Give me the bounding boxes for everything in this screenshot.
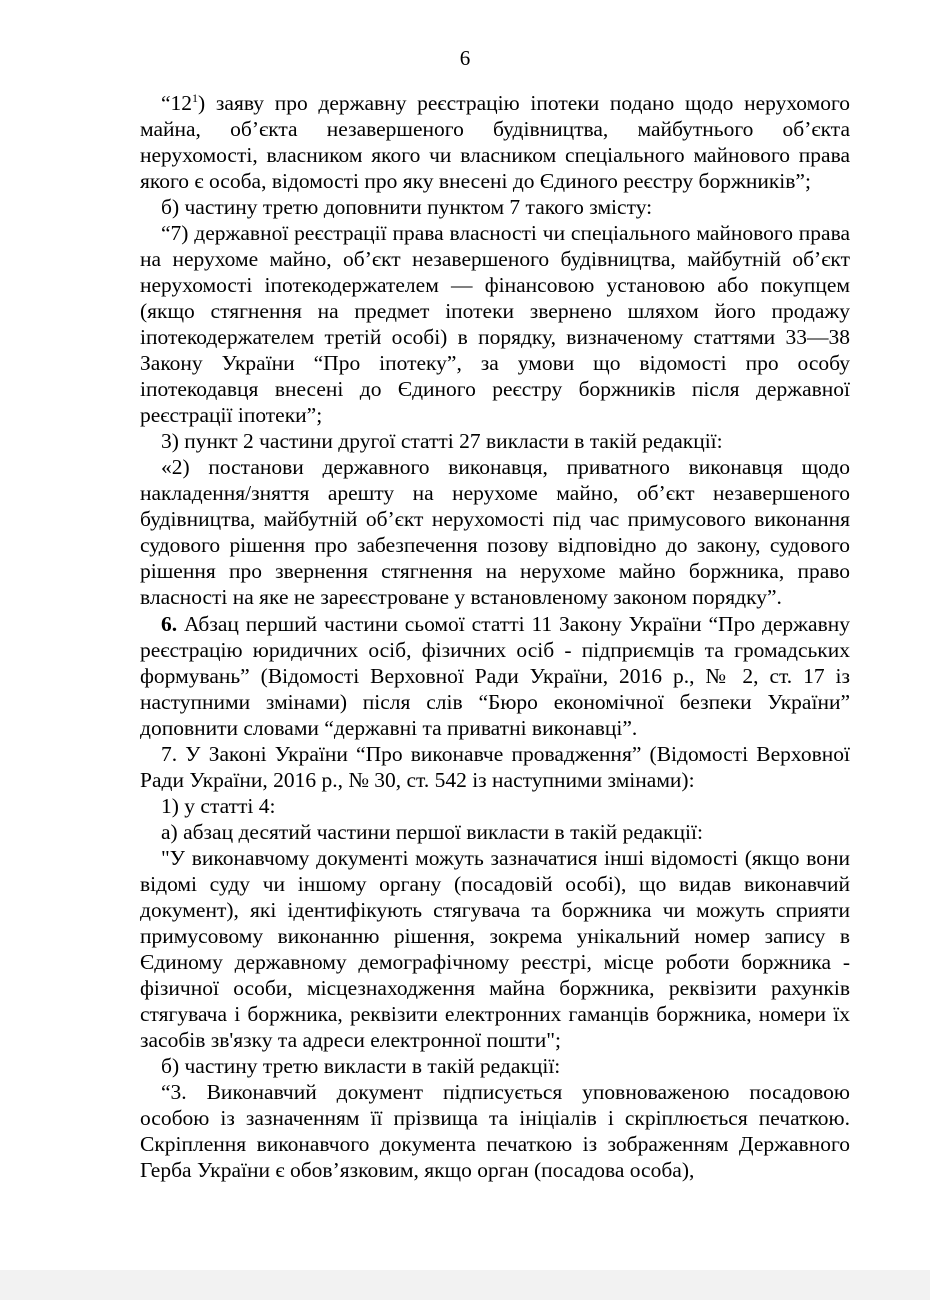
paragraph-point-2-text: «2) постанови державного виконавця, приватного виконавця щодо накладення/зняття арешту на нерухоме майно, об’єкт незавершеного будівництва, майбутній об’єкт нерухомості під час примусового виконання судового рішення про забезпечення позову відповідно до закону, судового рішення про звернення стягнення на нерухоме майно боржника, право власності на яке не зареєстроване у встановленому законом порядку”.: [140, 455, 850, 609]
item-12-prefix: “12: [161, 91, 193, 115]
paragraph-item-12-1: [140, 90, 850, 194]
item-12-text: ) заяву про державну реєстрацію іпотеки подано щодо нерухомого майна, об’єкта незавершеного будівництва, майбутнього об’єкта нерухомості, власником якого чи власником спеціального майнового права якого є особа, відомості про яку внесені до Єдиного реєстру боржників”;: [140, 91, 850, 193]
paragraph-article-4: 1) у статті 4:: [161, 794, 276, 818]
paragraph-subpoint-b-2: б) частину третю викласти в такій редакції:: [161, 1054, 561, 1078]
paragraph-subpoint-b: б) частину третю доповнити пунктом 7 такого змісту:: [161, 195, 653, 219]
section-6-text: Абзац перший частини сьомої статті 11 Закону України “Про державну реєстрацію юридичних осіб, фізичних осіб - підприємців та громадських формувань” (Відомості Верховної Ради України, 2016 р., № 2, ст. 17 із наступними змінами) після слів “Бюро економічної безпеки України” доповнити словами “державні та приватні виконавці”.: [140, 612, 850, 740]
page-bottom-edge: [0, 1270, 930, 1300]
paragraph-executive-document-signing: “3. Виконавчий документ підписується уповноваженою посадовою особою із зазначенням її прізвища та ініціалів і скріплюється печаткою. Скріплення виконавчого документа печаткою із зображенням Державного Герба України є обов’язковим, якщо орган (посадова особа),: [140, 1080, 850, 1182]
document-body: [140, 90, 850, 1183]
paragraph-item-7: “7) державної реєстрації права власності чи спеціального майнового права на нерухоме майно, об’єкт незавершеного будівництва, майбутній об’єкт нерухомості іпотекодержателем — фінансовою установою або покупцем (якщо стягнення на предмет іпотеки звернено шляхом його продажу іпотекодержателем третій особі) в порядку, визначеному статтями 33—38 Закону України “Про іпотеку”, за умови що відомості про особу іпотекодавця внесені до Єдиного реєстру боржників після державної реєстрації іпотеки”;: [140, 221, 850, 427]
section-6-number: 6.: [161, 612, 178, 636]
paragraph-subpoint-a: а) абзац десятий частини першої викласти в такій редакції:: [161, 820, 703, 844]
item-12-superscript: 1: [192, 90, 199, 105]
paragraph-section-7: 7. У Законі України “Про виконавче провадження” (Відомості Верховної Ради України, 2016 р., № 30, ст. 542 із наступними змінами):: [140, 742, 850, 792]
page-number: 6: [459, 46, 471, 70]
paragraph-point-3: 3) пункт 2 частини другої статті 27 викласти в такій редакції:: [161, 429, 723, 453]
paragraph-executive-document-info: "У виконавчому документі можуть зазначатися інші відомості (якщо вони відомі суду чи іншому органу (посадовій особі), що видав виконавчий документ), які ідентифікують стягувача та боржника чи можуть сприяти примусовому виконанню рішення, зокрема унікальний номер запису в Єдиному державному демографічному реєстрі, місце роботи боржника - фізичної особи, місцезнаходження майна боржника, реквізити рахунків стягувача і боржника, реквізити електронних гаманців боржника, номери їх засобів зв'язку та адреси електронної пошти";: [140, 846, 850, 1052]
paragraph-section-6: [140, 611, 850, 741]
